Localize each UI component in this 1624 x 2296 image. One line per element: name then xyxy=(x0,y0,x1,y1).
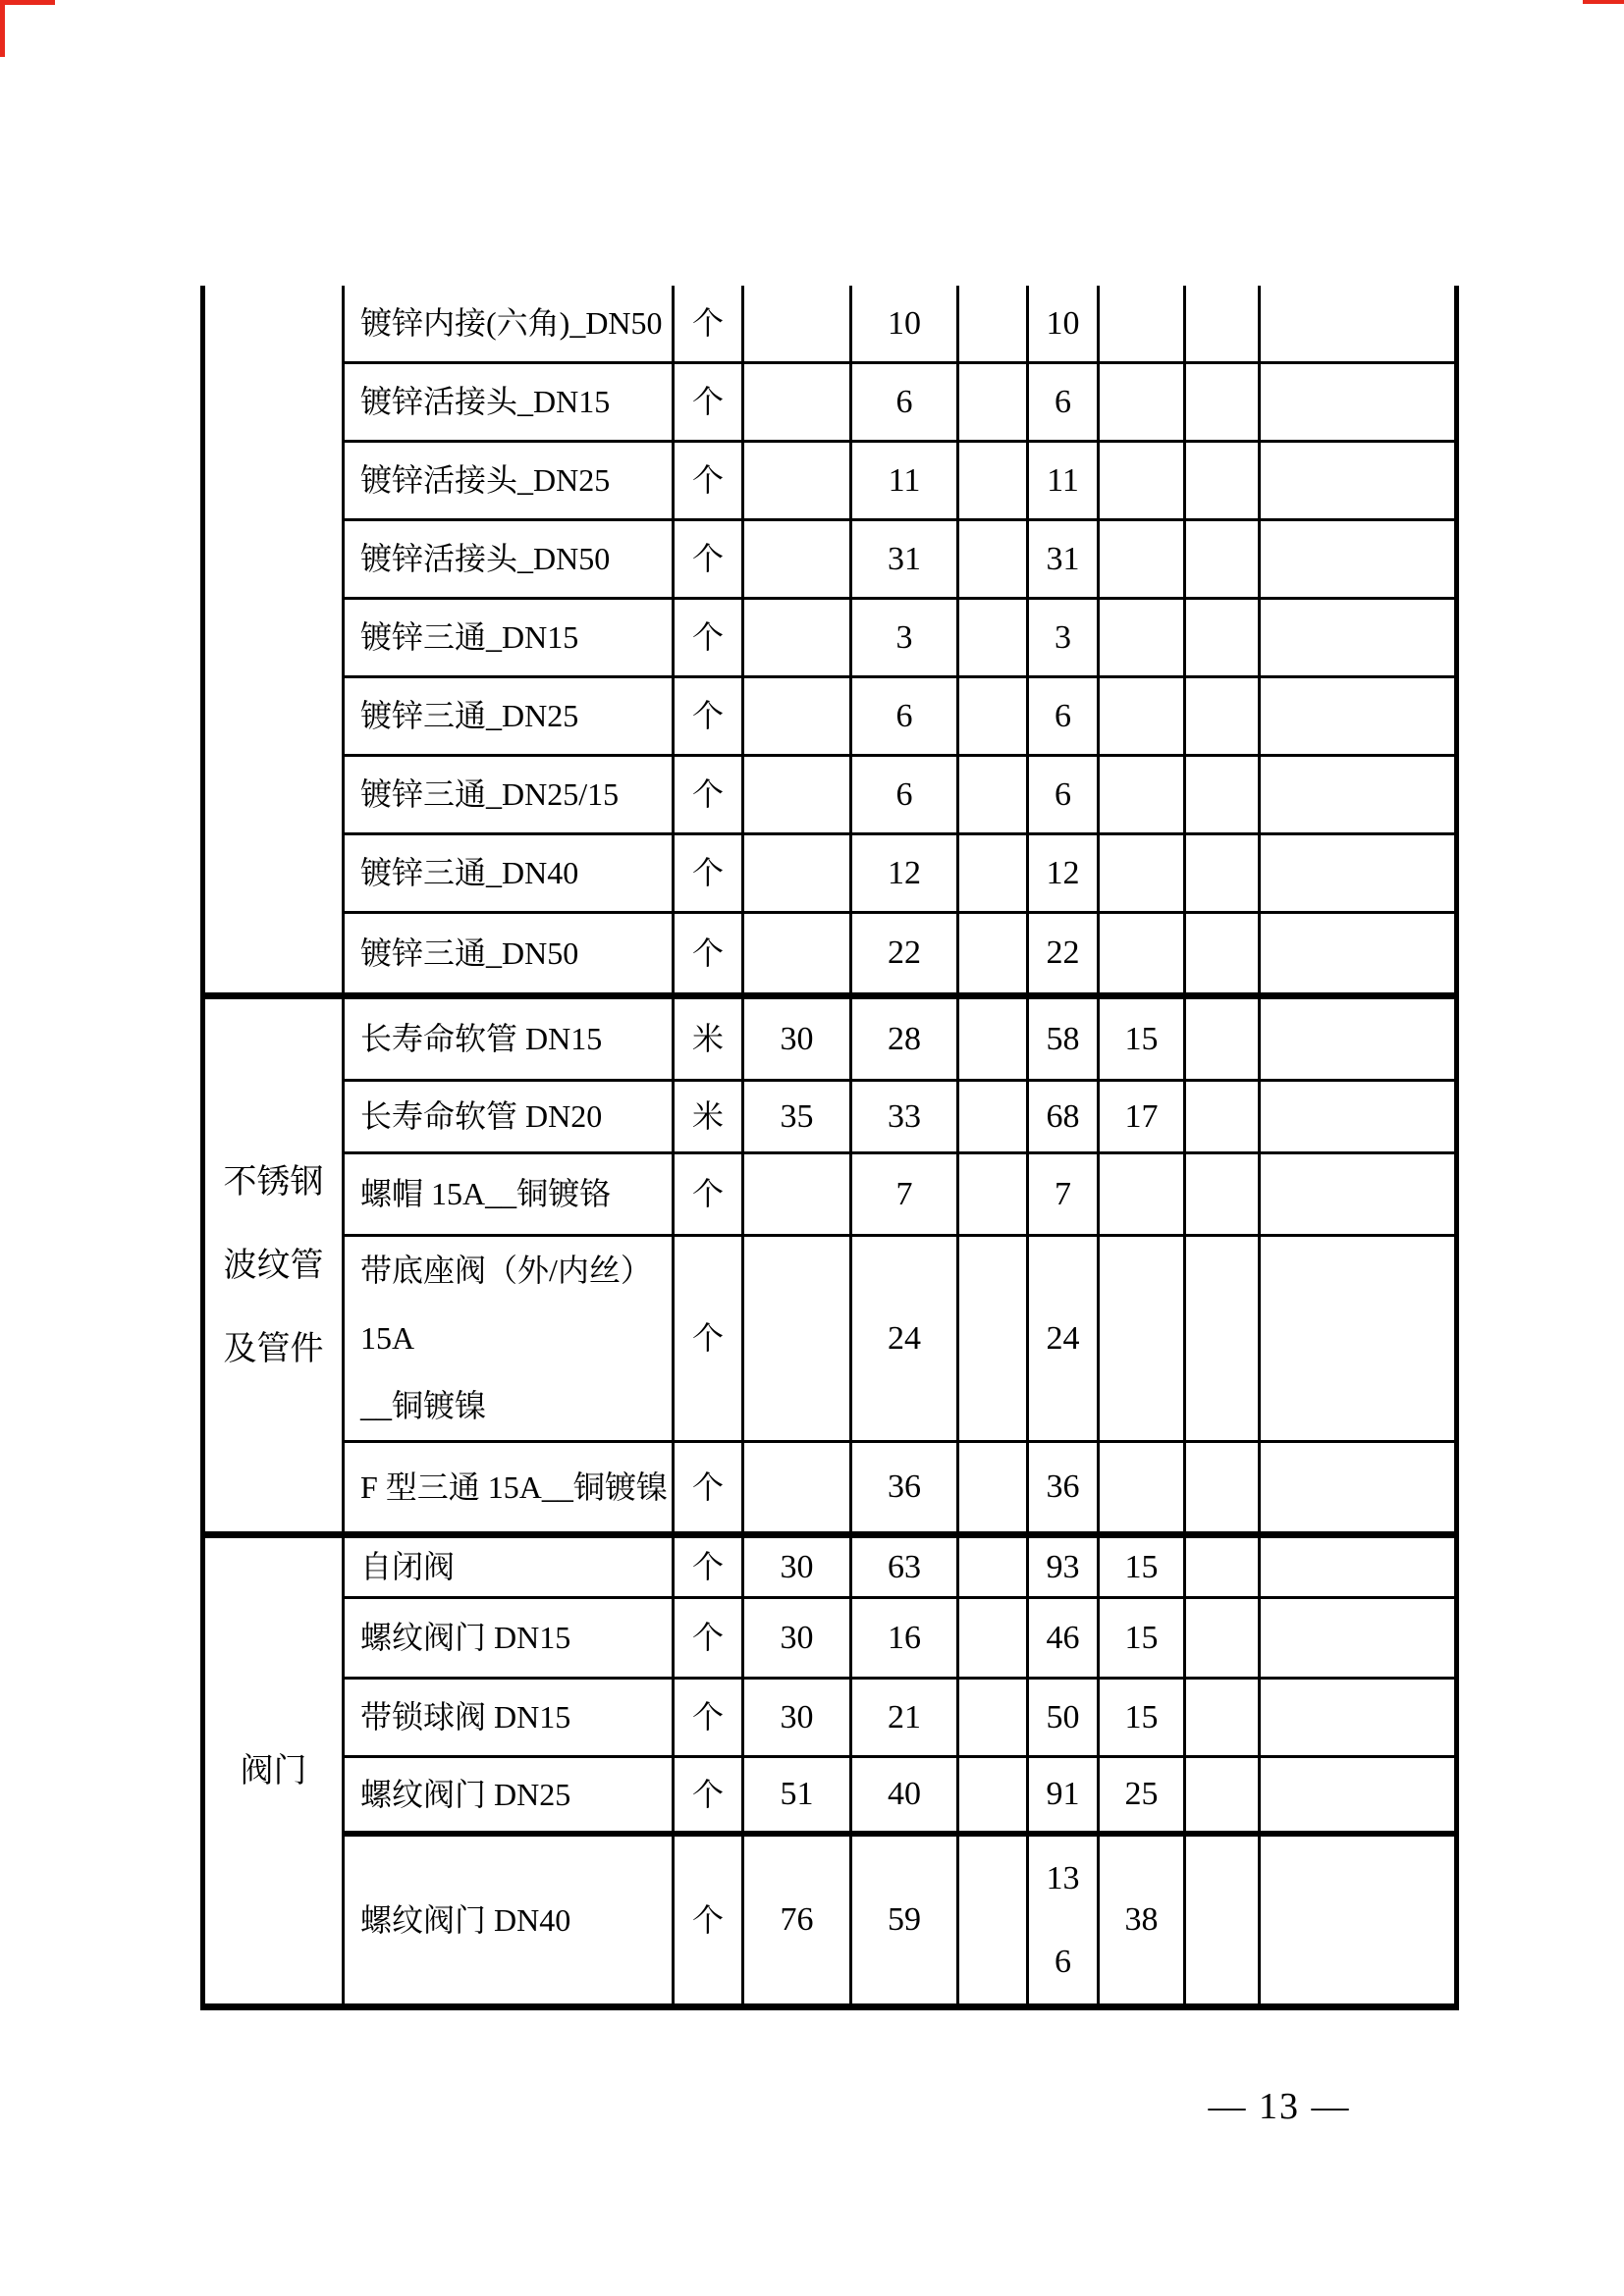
unit-cell: 个 xyxy=(674,1153,743,1236)
qty-cell: 63 xyxy=(851,1535,958,1598)
qty-cell: 31 xyxy=(1028,520,1099,599)
item-name-cell: 螺帽 15A__铜镀铬 xyxy=(344,1153,674,1236)
item-name-cell: 螺纹阀门 DN25 xyxy=(344,1757,674,1835)
qty-cell xyxy=(1099,913,1185,996)
unit-cell: 个 xyxy=(674,677,743,756)
qty-cell xyxy=(743,834,851,913)
gap-cell xyxy=(1185,599,1260,677)
qty-cell xyxy=(743,363,851,442)
gap-cell xyxy=(1185,1679,1260,1757)
qty-cell: 6 xyxy=(1028,677,1099,756)
table-row xyxy=(203,834,1457,913)
remark-cell xyxy=(1260,1153,1457,1236)
item-name-cell: 镀锌三通_DN25 xyxy=(344,677,674,756)
qty-cell xyxy=(743,1442,851,1535)
remark-cell xyxy=(1260,1081,1457,1153)
gap-cell xyxy=(958,756,1028,834)
table-row xyxy=(203,913,1457,996)
gap-cell xyxy=(1185,1535,1260,1598)
gap-cell xyxy=(958,442,1028,520)
unit-cell: 个 xyxy=(674,286,743,363)
gap-cell xyxy=(1185,1081,1260,1153)
item-name-cell: 镀锌活接头_DN15 xyxy=(344,363,674,442)
qty-cell: 51 xyxy=(743,1757,851,1835)
qty-cell: 7 xyxy=(1028,1153,1099,1236)
gap-cell xyxy=(958,913,1028,996)
qty-cell: 36 xyxy=(1028,1442,1099,1535)
qty-cell: 33 xyxy=(851,1081,958,1153)
table-row xyxy=(203,599,1457,677)
gap-cell xyxy=(958,363,1028,442)
remark-cell xyxy=(1260,363,1457,442)
qty-cell: 76 xyxy=(743,1834,851,2007)
qty-cell: 30 xyxy=(743,996,851,1081)
item-name-cell: 镀锌三通_DN15 xyxy=(344,599,674,677)
remark-cell xyxy=(1260,996,1457,1081)
category-cell-stainless: 不锈钢 波纹管 及管件 xyxy=(203,996,344,1535)
qty-cell: 16 xyxy=(851,1598,958,1679)
qty-cell: 3 xyxy=(851,599,958,677)
gap-cell xyxy=(1185,1598,1260,1679)
qty-cell: 40 xyxy=(851,1757,958,1835)
table-row xyxy=(203,1081,1457,1153)
qty-cell: 58 xyxy=(1028,996,1099,1081)
qty-cell: 6 xyxy=(851,363,958,442)
remark-cell xyxy=(1260,1679,1457,1757)
qty-cell: 13 6 xyxy=(1028,1834,1099,2007)
unit-cell: 个 xyxy=(674,520,743,599)
qty-cell: 24 xyxy=(1028,1236,1099,1442)
gap-cell xyxy=(958,677,1028,756)
item-name-cell: 长寿命软管 DN15 xyxy=(344,996,674,1081)
qty-cell xyxy=(1099,1442,1185,1535)
table-row xyxy=(203,1236,1457,1442)
unit-cell: 米 xyxy=(674,996,743,1081)
qty-cell: 24 xyxy=(851,1236,958,1442)
qty-cell: 59 xyxy=(851,1834,958,2007)
qty-cell: 91 xyxy=(1028,1757,1099,1835)
gap-cell xyxy=(958,1081,1028,1153)
qty-cell: 15 xyxy=(1099,1679,1185,1757)
unit-cell: 个 xyxy=(674,1535,743,1598)
unit-cell: 个 xyxy=(674,1834,743,2007)
item-name-cell: 镀锌活接头_DN50 xyxy=(344,520,674,599)
category-cell-valves: 阀门 xyxy=(203,1535,344,2007)
remark-cell xyxy=(1260,1757,1457,1835)
qty-cell: 68 xyxy=(1028,1081,1099,1153)
qty-cell xyxy=(743,756,851,834)
unit-cell: 个 xyxy=(674,363,743,442)
qty-cell: 12 xyxy=(851,834,958,913)
item-name-cell: 自闭阀 xyxy=(344,1535,674,1598)
qty-cell: 22 xyxy=(1028,913,1099,996)
qty-cell: 38 xyxy=(1099,1834,1185,2007)
scan-artifact-mark xyxy=(1583,0,1624,4)
gap-cell xyxy=(958,834,1028,913)
table-row xyxy=(203,1598,1457,1679)
remark-cell xyxy=(1260,442,1457,520)
remark-cell xyxy=(1260,834,1457,913)
qty-cell xyxy=(743,1153,851,1236)
gap-cell xyxy=(1185,756,1260,834)
table-row xyxy=(203,442,1457,520)
gap-cell xyxy=(1185,677,1260,756)
unit-cell: 个 xyxy=(674,756,743,834)
qty-cell xyxy=(1099,599,1185,677)
table-row xyxy=(203,1535,1457,1598)
qty-cell: 30 xyxy=(743,1598,851,1679)
qty-cell: 30 xyxy=(743,1679,851,1757)
qty-cell xyxy=(743,520,851,599)
qty-cell xyxy=(1099,520,1185,599)
remark-cell xyxy=(1260,1535,1457,1598)
qty-cell: 22 xyxy=(851,913,958,996)
gap-cell xyxy=(958,996,1028,1081)
scan-artifact-mark xyxy=(0,0,5,57)
remark-cell xyxy=(1260,756,1457,834)
qty-cell: 6 xyxy=(1028,363,1099,442)
qty-cell: 15 xyxy=(1099,996,1185,1081)
gap-cell xyxy=(1185,363,1260,442)
gap-cell xyxy=(958,1236,1028,1442)
remark-cell xyxy=(1260,1598,1457,1679)
qty-cell: 46 xyxy=(1028,1598,1099,1679)
gap-cell xyxy=(1185,913,1260,996)
item-name-cell: 镀锌三通_DN40 xyxy=(344,834,674,913)
qty-cell: 15 xyxy=(1099,1598,1185,1679)
unit-cell: 个 xyxy=(674,1679,743,1757)
gap-cell xyxy=(1185,1236,1260,1442)
remark-cell xyxy=(1260,520,1457,599)
gap-cell xyxy=(958,599,1028,677)
table-row xyxy=(203,363,1457,442)
item-name-cell: 长寿命软管 DN20 xyxy=(344,1081,674,1153)
gap-cell xyxy=(958,1598,1028,1679)
unit-cell: 个 xyxy=(674,1598,743,1679)
table-row xyxy=(203,1442,1457,1535)
table-row xyxy=(203,520,1457,599)
gap-cell xyxy=(1185,1834,1260,2007)
table-row xyxy=(203,677,1457,756)
qty-cell: 6 xyxy=(851,677,958,756)
page-number: — 13 — xyxy=(1208,2086,1351,2127)
qty-cell xyxy=(1099,363,1185,442)
remark-cell xyxy=(1260,1236,1457,1442)
qty-cell: 50 xyxy=(1028,1679,1099,1757)
item-name-cell: 螺纹阀门 DN15 xyxy=(344,1598,674,1679)
scan-artifact-mark xyxy=(0,0,55,5)
qty-cell: 10 xyxy=(851,286,958,363)
category-cell-empty xyxy=(203,286,344,996)
item-name-cell: 螺纹阀门 DN40 xyxy=(344,1834,674,2007)
unit-cell: 个 xyxy=(674,1236,743,1442)
qty-cell: 11 xyxy=(851,442,958,520)
item-name-cell: 镀锌三通_DN25/15 xyxy=(344,756,674,834)
remark-cell xyxy=(1260,913,1457,996)
gap-cell xyxy=(958,286,1028,363)
qty-cell xyxy=(743,599,851,677)
gap-cell xyxy=(958,1834,1028,2007)
gap-cell xyxy=(958,1757,1028,1835)
gap-cell xyxy=(1185,834,1260,913)
unit-cell: 个 xyxy=(674,1442,743,1535)
qty-cell: 36 xyxy=(851,1442,958,1535)
table-row xyxy=(203,286,1457,363)
remark-cell xyxy=(1260,1442,1457,1535)
qty-cell xyxy=(743,1236,851,1442)
unit-cell: 个 xyxy=(674,913,743,996)
item-name-cell: 镀锌三通_DN50 xyxy=(344,913,674,996)
table-row xyxy=(203,1834,1457,2007)
qty-cell: 10 xyxy=(1028,286,1099,363)
qty-cell: 28 xyxy=(851,996,958,1081)
remark-cell xyxy=(1260,599,1457,677)
qty-cell: 12 xyxy=(1028,834,1099,913)
qty-cell: 11 xyxy=(1028,442,1099,520)
remark-cell xyxy=(1260,1834,1457,2007)
unit-cell: 个 xyxy=(674,599,743,677)
qty-cell: 25 xyxy=(1099,1757,1185,1835)
unit-cell: 米 xyxy=(674,1081,743,1153)
gap-cell xyxy=(1185,1757,1260,1835)
qty-cell xyxy=(743,442,851,520)
item-name-cell: 带底座阀（外/内丝）15A __铜镀镍 xyxy=(344,1236,674,1442)
qty-cell xyxy=(1099,756,1185,834)
qty-cell: 6 xyxy=(1028,756,1099,834)
gap-cell xyxy=(1185,286,1260,363)
qty-cell xyxy=(1099,834,1185,913)
table-row xyxy=(203,1679,1457,1757)
unit-cell: 个 xyxy=(674,1757,743,1835)
qty-cell xyxy=(1099,677,1185,756)
qty-cell: 93 xyxy=(1028,1535,1099,1598)
remark-cell xyxy=(1260,286,1457,363)
qty-cell: 15 xyxy=(1099,1535,1185,1598)
gap-cell xyxy=(958,520,1028,599)
gap-cell xyxy=(958,1153,1028,1236)
qty-cell xyxy=(743,677,851,756)
gap-cell xyxy=(1185,1153,1260,1236)
qty-cell: 7 xyxy=(851,1153,958,1236)
qty-cell xyxy=(743,913,851,996)
qty-cell: 35 xyxy=(743,1081,851,1153)
gap-cell xyxy=(1185,520,1260,599)
qty-cell xyxy=(743,286,851,363)
item-name-cell: 镀锌活接头_DN25 xyxy=(344,442,674,520)
qty-cell xyxy=(1099,442,1185,520)
qty-cell xyxy=(1099,1153,1185,1236)
gap-cell xyxy=(958,1679,1028,1757)
unit-cell: 个 xyxy=(674,834,743,913)
table-row xyxy=(203,996,1457,1081)
qty-cell: 30 xyxy=(743,1535,851,1598)
remark-cell xyxy=(1260,677,1457,756)
qty-cell: 6 xyxy=(851,756,958,834)
materials-quantity-table xyxy=(200,286,1459,2010)
gap-cell xyxy=(958,1442,1028,1535)
gap-cell xyxy=(1185,442,1260,520)
qty-cell xyxy=(1099,1236,1185,1442)
qty-cell: 3 xyxy=(1028,599,1099,677)
gap-cell xyxy=(958,1535,1028,1598)
qty-cell xyxy=(1099,286,1185,363)
qty-cell: 17 xyxy=(1099,1081,1185,1153)
table-row xyxy=(203,756,1457,834)
gap-cell xyxy=(1185,1442,1260,1535)
item-name-cell: 带锁球阀 DN15 xyxy=(344,1679,674,1757)
table-row xyxy=(203,1153,1457,1236)
table-row xyxy=(203,1757,1457,1835)
item-name-cell: F 型三通 15A__铜镀镍 xyxy=(344,1442,674,1535)
item-name-cell: 镀锌内接(六角)_DN50 xyxy=(344,286,674,363)
qty-cell: 21 xyxy=(851,1679,958,1757)
unit-cell: 个 xyxy=(674,442,743,520)
qty-cell: 31 xyxy=(851,520,958,599)
gap-cell xyxy=(1185,996,1260,1081)
